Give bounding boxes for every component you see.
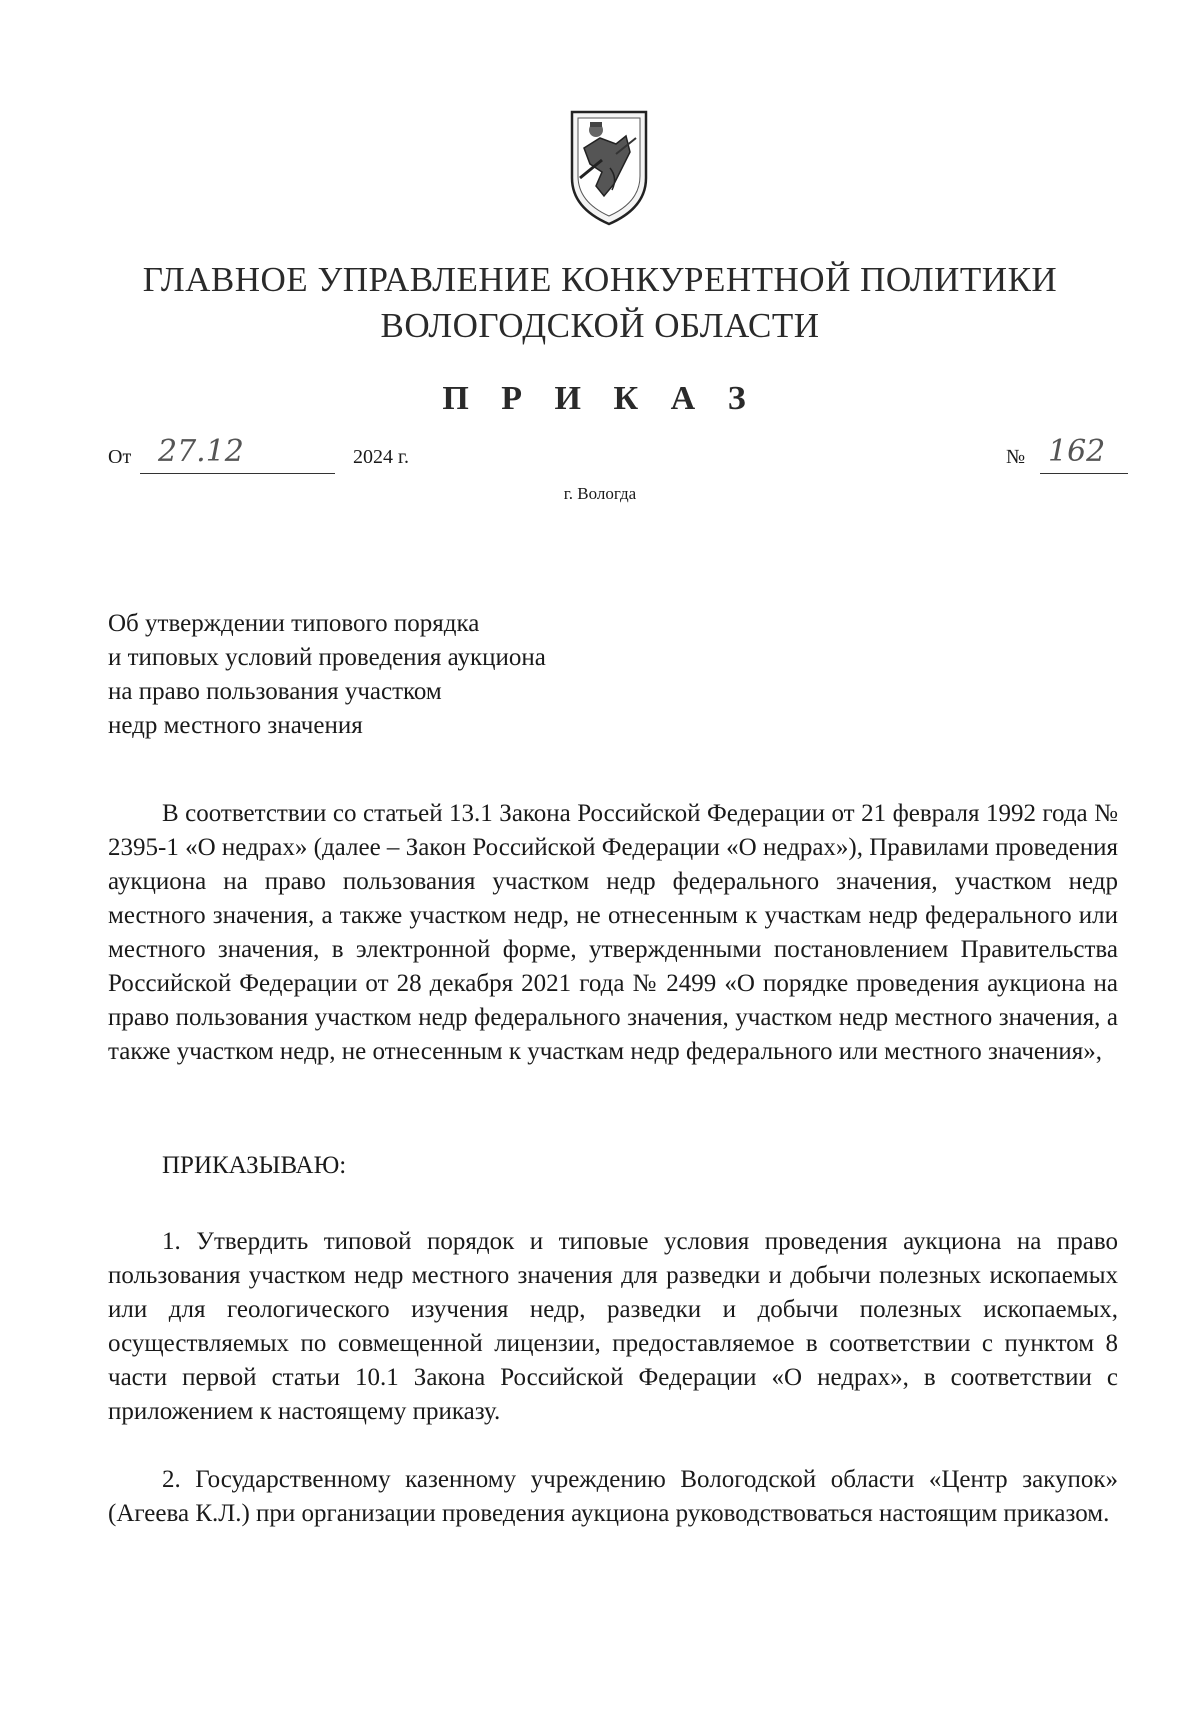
city-line: г. Вологда: [563, 484, 637, 503]
date-from-label: От: [108, 446, 132, 468]
coat-of-arms-icon: [566, 108, 652, 228]
preamble-paragraph: В соответствии со статьей 13.1 Закона Российской Федерации от 21 февраля 1992 года № 2395-1 «О недрах» (далее – Закон Российской Федерации «О недрах»), Правилами проведения аукциона на право пользования участком недр федерального значения, участком недр местного значения, а также участком недр, не отнесенным к участкам недр федерального или местного значения, в электронной форме, утвержденными постановлением Правительства Российской Федерации от 28 декабря 2021 года № 2499 «О порядке проведения аукциона на право пользования участком недр федерального значения, участком недр местного значения, а также участком недр, не отнесенным к участкам недр федерального или местного значения»,: [108, 800, 1118, 1065]
subject-line: на право пользования участком: [108, 678, 442, 705]
document-year: 2024 г.: [353, 446, 409, 468]
orders-heading: ПРИКАЗЫВАЮ:: [162, 1152, 347, 1179]
document-type-title: П Р И К А З: [442, 380, 758, 417]
subject-line: Об утверждении типового порядка: [108, 610, 480, 637]
document-subject: [108, 607, 546, 743]
number-label: №: [1006, 446, 1026, 468]
order-item-2: 2. Государственному казенному учреждению Вологодской области «Центр закупок» (Агеева К.Л.) при организации проведения аукциона руководствоваться настоящим приказом.: [108, 1466, 1118, 1527]
handwritten-number: 162: [1040, 434, 1128, 474]
handwritten-date: 27.12: [140, 434, 335, 474]
subject-line: недр местного значения: [108, 712, 363, 739]
organization-name-line2: ВОЛОГОДСКОЙ ОБЛАСТИ: [380, 306, 820, 345]
subject-line: и типовых условий проведения аукциона: [108, 644, 546, 671]
organization-name-line1: ГЛАВНОЕ УПРАВЛЕНИЕ КОНКУРЕНТНОЙ ПОЛИТИКИ: [142, 260, 1058, 299]
order-item-1: 1. Утвердить типовой порядок и типовые условия проведения аукциона на право пользования участком недр местного значения для разведки и добычи полезных ископаемых или для геологического изучения недр, разведки и добычи полезных ископаемых, осуществляемых по совмещенной лицензии, предоставляемое в соответствии с пунктом 8 части первой статьи 10.1 Закона Российской Федерации «О недрах», в соответствии с приложением к настоящему приказу.: [108, 1228, 1118, 1425]
